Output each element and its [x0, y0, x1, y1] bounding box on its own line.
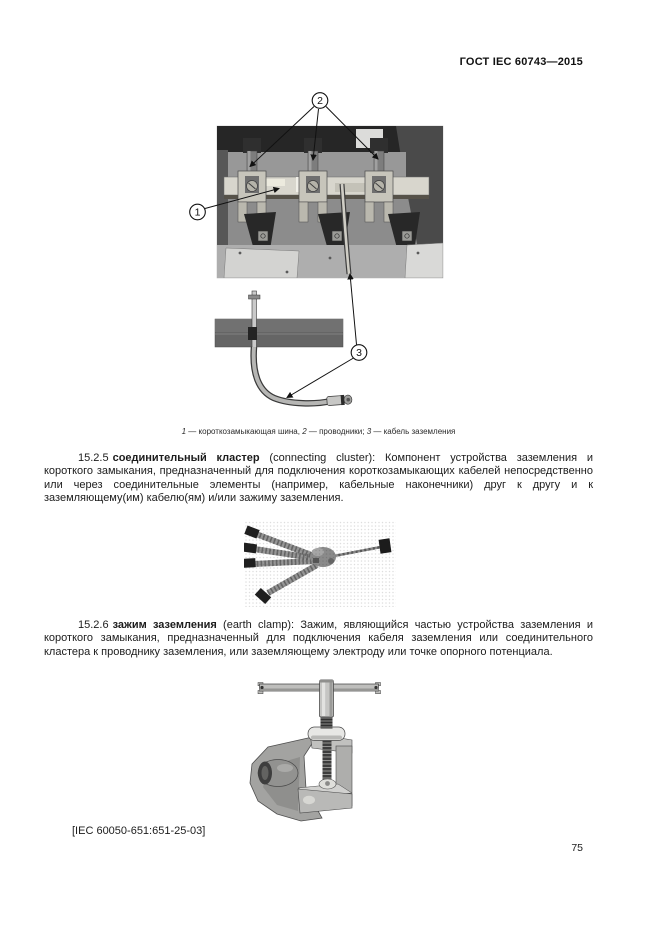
page-number: 75 — [571, 842, 583, 854]
section-15-2-5 — [44, 452, 593, 505]
callout-1 — [190, 204, 206, 220]
figure-earth-clamp — [246, 678, 382, 824]
iec-reference: [IEC 60050-651:651-25-03] — [72, 825, 206, 837]
caption-desc-3: — кабель заземления — [371, 427, 456, 436]
callout-3 — [351, 345, 367, 361]
section-15-2-5-number: 15.2.5 — [78, 452, 109, 464]
section-15-2-6 — [44, 619, 593, 659]
section-15-2-6-number: 15.2.6 — [78, 619, 109, 631]
caption-desc-2: — проводники; — [306, 427, 367, 436]
earth-cable-lower — [254, 347, 353, 406]
main-photo — [217, 126, 443, 278]
callout-1-label: 1 — [194, 206, 201, 219]
callout-3-label: 3 — [356, 347, 362, 360]
caption-num-3: 3 — [366, 427, 372, 436]
earth-clamp — [250, 680, 381, 821]
caption-num-2: 2 — [302, 427, 307, 436]
document-header-title: ГОСТ IEC 60743—2015 — [459, 56, 583, 68]
figure-connecting-cluster — [244, 521, 396, 607]
callout-2-label: 2 — [317, 95, 323, 108]
figure-grounding-device — [150, 90, 470, 412]
section-15-2-5-term: соединительный кластер — [112, 452, 260, 464]
cable-connector — [327, 394, 353, 406]
caption-num-1: 1 — [181, 427, 187, 436]
section-15-2-5-body: (connecting cluster): Компонент устройства заземления и короткого замыкания, предназначенный для подключения короткозамыкающих кабелей непосредственно или через соединительные элементы (например, кабельные наконечники) друг к другу и к заземляющему(им) кабелю(ям) и/или зажиму заземления. — [44, 452, 593, 504]
bottom-panels — [217, 243, 443, 278]
caption-desc-1: — короткозамыкающая шина, — [186, 427, 303, 436]
callout-2 — [312, 93, 328, 109]
strip-photo — [215, 291, 343, 348]
section-15-2-6-term: зажим заземления — [112, 619, 217, 631]
section-15-2-6-body: (earth clamp): Зажим, являющийся частью устройства заземления и короткого замыкания, предназначенный для подключения кабеля заземления или соединительного кластера к проводнику заземления, или заземляющему электроду или точке опорного потенциала. — [44, 619, 593, 658]
cluster-grain — [244, 521, 396, 607]
figure-caption — [44, 427, 593, 436]
